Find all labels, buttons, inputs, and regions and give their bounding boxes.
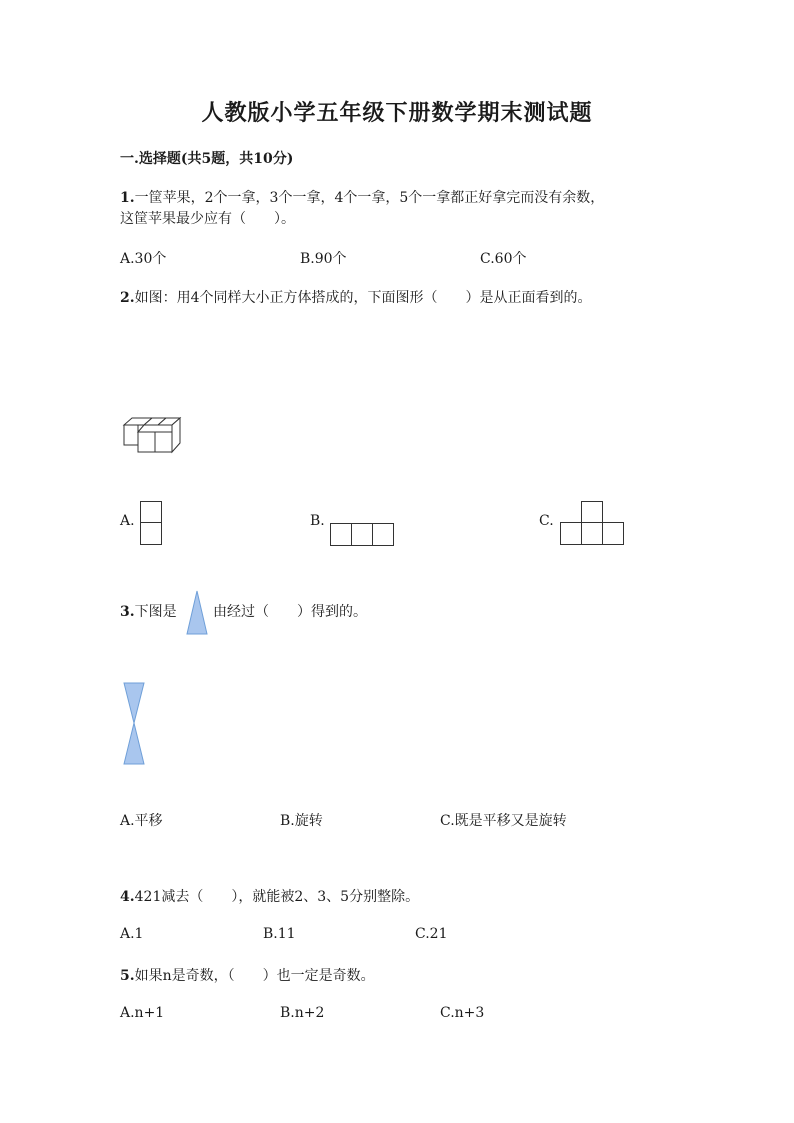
option-b[interactable]: B.旋转 (280, 813, 323, 829)
hourglass-figure (122, 682, 148, 766)
triangle-figure (186, 590, 210, 636)
option-c[interactable]: C.60个 (480, 251, 527, 267)
question-text: 如图：用4个同样大小正方体搭成的，下面图形（ ）是从正面看到的。 (134, 290, 592, 306)
option-b[interactable]: B.n+2 (280, 1005, 325, 1021)
option-a[interactable]: A.平移 (120, 813, 163, 829)
option-c-figure[interactable] (560, 501, 626, 547)
option-a-figure[interactable] (140, 501, 163, 546)
question-text-line2: 这筐苹果最少应有（ ）。 (120, 211, 295, 227)
question-number: 2. (120, 290, 135, 306)
question-text: 下图是 (134, 604, 177, 620)
option-c[interactable]: C.n+3 (440, 1005, 485, 1021)
option-a[interactable]: A.1 (120, 926, 144, 942)
question-number: 4. (120, 889, 135, 905)
option-b[interactable]: B.90个 (300, 251, 347, 267)
question-text: 一筐苹果，2个一拿，3个一拿，4个一拿，5个一拿都正好拿完而没有余数， (134, 190, 605, 206)
question-number: 3. (120, 604, 135, 620)
option-b-label[interactable]: B. (310, 513, 325, 529)
option-a-label[interactable]: A. (120, 513, 135, 529)
option-b-figure[interactable] (330, 523, 396, 547)
question-text: 如果n是奇数，（ ）也一定是奇数。 (134, 968, 375, 984)
cube-stack-figure (118, 415, 188, 457)
question-text-cont: 由经过（ ）得到的。 (213, 604, 367, 620)
section-heading: 一.选择题(共5题，共10分) (120, 151, 294, 167)
option-b[interactable]: B.11 (263, 926, 296, 942)
option-c[interactable]: C.既是平移又是旋转 (440, 813, 567, 829)
question-number: 1. (120, 190, 135, 206)
question-number: 5. (120, 968, 135, 984)
option-c[interactable]: C.21 (415, 926, 448, 942)
option-a[interactable]: A.n+1 (120, 1005, 165, 1021)
option-c-label[interactable]: C. (539, 513, 554, 529)
question-text: 421减去（ ），就能被2、3、5分别整除。 (134, 889, 420, 905)
option-a[interactable]: A.30个 (120, 251, 167, 267)
page-title: 人教版小学五年级下册数学期末测试题 (201, 100, 593, 126)
